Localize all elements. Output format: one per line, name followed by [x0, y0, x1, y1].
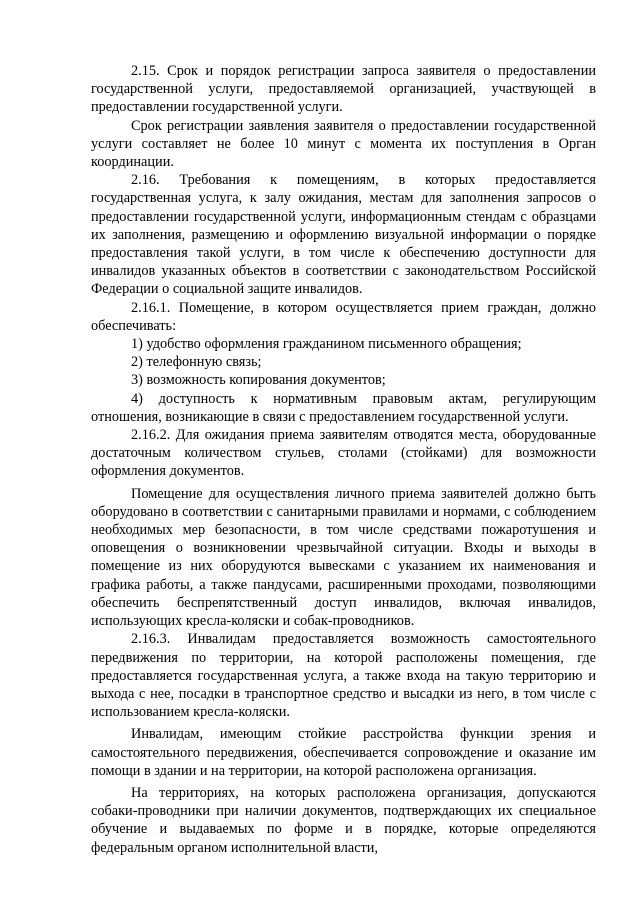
paragraph-vision-impaired-support: Инвалидам, имеющим стойкие расстройства функции зрения и самостоятельного передвижения, обеспечивается сопровождение и оказание им помощи в здании и на территории, на которой расположена организация.	[91, 726, 596, 779]
list-item-3: 3) возможность копирования документов;	[131, 372, 386, 389]
list-item-4: 4) доступность к нормативным правовым актам, регулирующим отношения, возникающие в связи с предоставлением государственной услуги.	[91, 390, 596, 425]
document-page	[91, 62, 596, 857]
paragraph-guide-dogs: На территориях, на которых расположена организация, допускаются собаки-проводники при наличии документов, подтверждающих их специальное обучение и выдаваемых по форме и в порядке, которые определяются федеральным органом исполнительной власти,	[91, 784, 596, 856]
paragraph-2-15-heading: 2.15. Срок и порядок регистрации запроса заявителя о предоставлении государственной услуги, предоставляемой организацией, участвующей в предоставлении государственной услуги.	[91, 63, 596, 116]
list-item-2: 2) телефонную связь;	[131, 354, 262, 371]
paragraph-2-16-3: 2.16.3. Инвалидам предоставляется возможность самостоятельного передвижения по территории, на которой расположены помещения, где предоставляется государственная услуга, а также входа на такую территорию и выхода с нее, посадки в транспортное средство и высадки из него, в том числе с использованием кресла-коляски.	[91, 631, 596, 721]
paragraph-2-16-2: 2.16.2. Для ожидания приема заявителям отводятся места, оборудованные достаточным количеством стульев, столами (стойками) для возможности оформления документов.	[91, 427, 596, 480]
paragraph-2-16-1: 2.16.1. Помещение, в котором осуществляется прием граждан, должно обеспечивать:	[91, 299, 596, 334]
paragraph-registration-term: Срок регистрации заявления заявителя о предоставлении государственной услуги составляет не более 10 минут с момента их поступления в Орган координации.	[91, 117, 596, 171]
paragraph-2-16-heading: 2.16. Требования к помещениям, в которых предоставляется государственная услуга, к залу ожидания, местам для заполнения запросов о предоставлении государственной услуги, информационным стендам с образцами их заполнения, размещению и оформлению визуальной информации о порядке предоставления такой услуги, в том числе к обеспечению доступности для инвалидов указанных объектов в соответствии с законодательством Российской Федерации о социальной защите инвалидов.	[91, 172, 596, 298]
list-item-1: 1) удобство оформления гражданином письменного обращения;	[131, 336, 522, 353]
paragraph-premises-requirements: Помещение для осуществления личного приема заявителей должно быть оборудовано в соответствии с санитарными правилами и нормами, с соблюдением необходимых мер безопасности, в том числе средствами пожаротушения и оповещения о возникновении чрезвычайной ситуации. Входы и выходы в помещение из них оборудуются вывесками с указанием их наименования и графика работы, а также пандусами, расширенными проходами, позволяющими обеспечить беспрепятственный доступ инвалидов, включая инвалидов, использующих кресла-коляски и собак-проводников.	[91, 485, 596, 630]
